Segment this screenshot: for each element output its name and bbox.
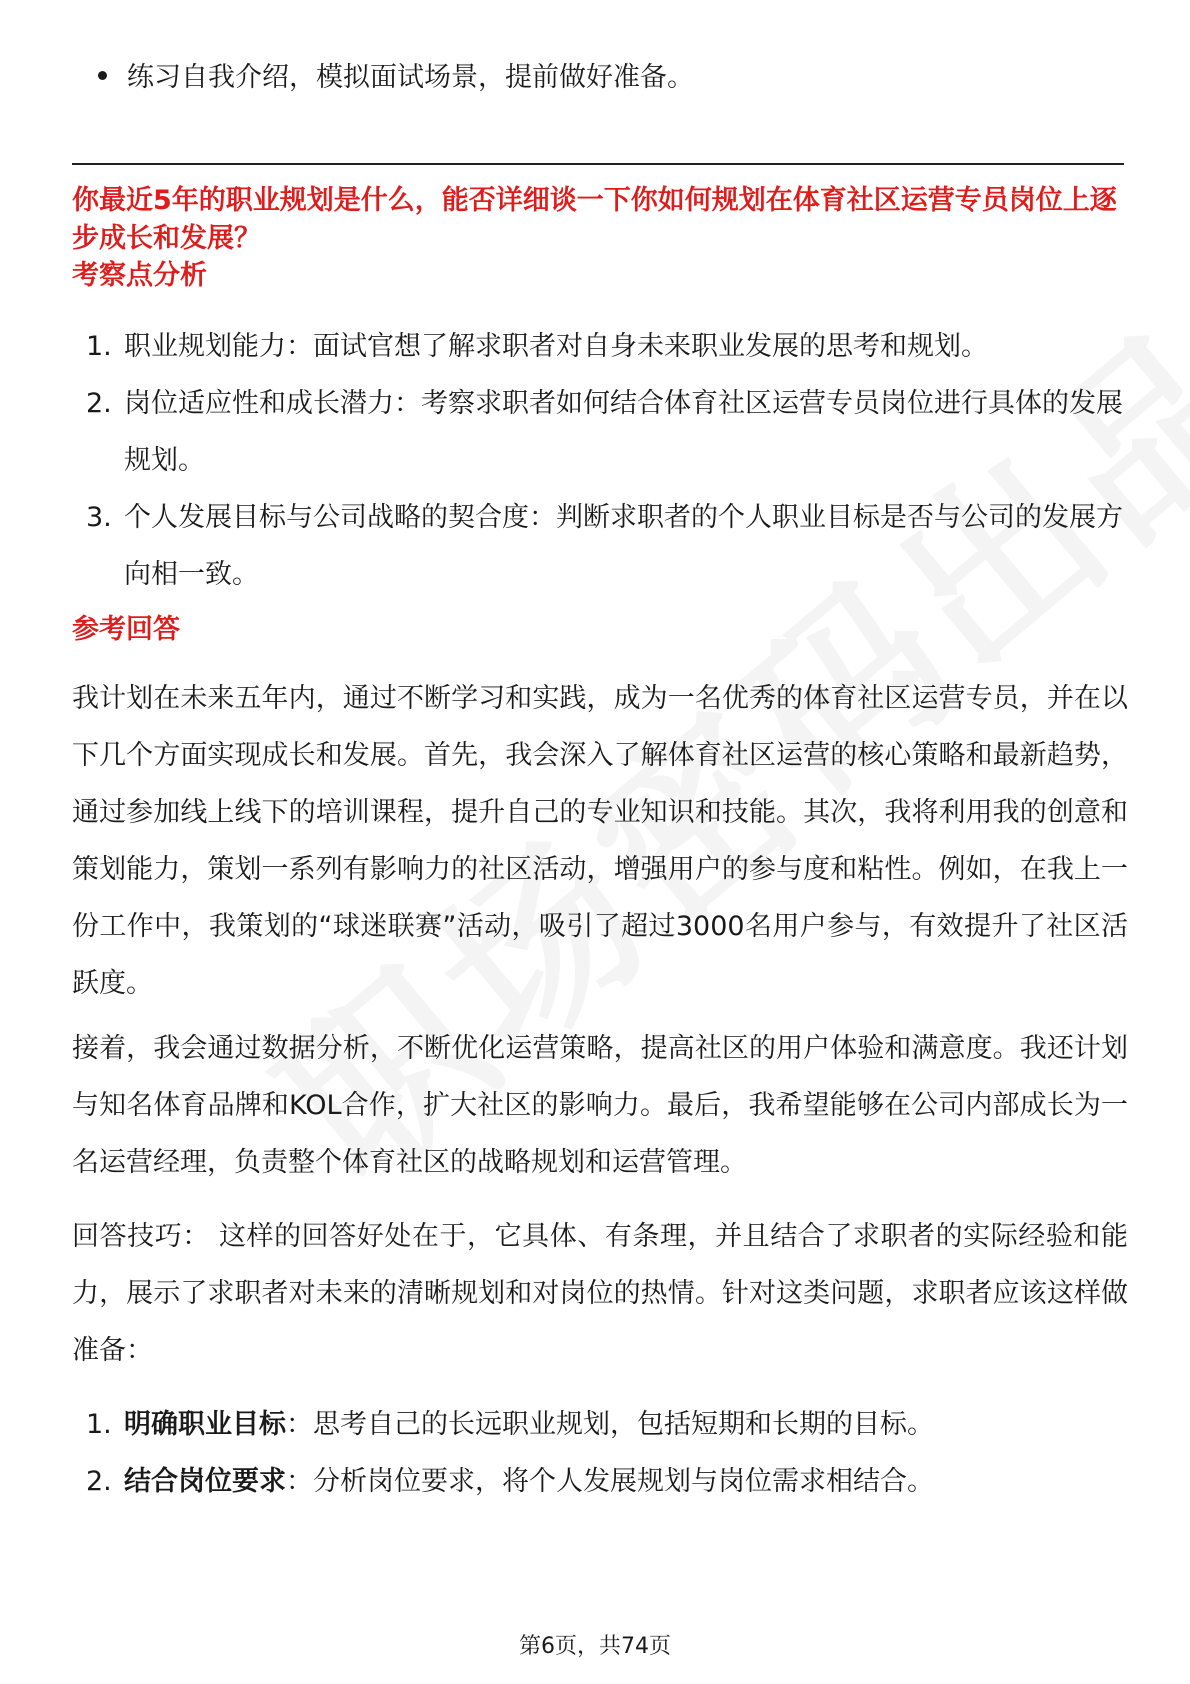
bullet-text: 练习自我介绍，模拟面试场景，提前做好准备。 <box>127 62 694 93</box>
tip-title: 结合岗位要求 <box>124 1466 286 1497</box>
list-item <box>98 58 694 98</box>
list-number: 1. <box>86 1409 112 1440</box>
list-item <box>72 489 1128 603</box>
list-number: 2. <box>86 1466 112 1497</box>
answer-paragraph: 我计划在未来五年内，通过不断学习和实践，成为一名优秀的体育社区运营专员，并在以下几个方面实现成长和发展。首先，我会深入了解体育社区运营的核心策略和最新趋势，通过参加线上线下的培训课程，提升自己的专业知识和技能。其次，我将利用我的创意和策划能力，策划一系列有影响力的社区活动，增强用户的参与度和粘性。例如，在我上一份工作中，我策划的“球迷联赛”活动，吸引了超过3000名用户参与，有效提升了社区活跃度。 <box>72 683 1128 999</box>
list-item <box>72 1396 1128 1453</box>
tip-text: ：思考自己的长远职业规划，包括短期和长期的目标。 <box>286 1409 934 1440</box>
section-divider <box>72 163 1124 165</box>
bullet-dot-icon <box>98 71 107 80</box>
answer-tips-paragraph: 回答技巧： 这样的回答好处在于，它具体、有条理，并且结合了求职者的实际经验和能力，展示了求职者对未来的清晰规划和对岗位的热情。针对这类问题，求职者应该这样做准备： <box>72 1221 1128 1366</box>
tip-title: 明确职业目标 <box>124 1409 286 1440</box>
list-number: 2. <box>86 388 112 419</box>
list-item <box>72 375 1128 489</box>
page-number: 第6页，共74页 <box>519 1634 671 1659</box>
list-number: 1. <box>86 331 112 362</box>
list-text: 个人发展目标与公司战略的契合度：判断求职者的个人职业目标是否与公司的发展方向相一致。 <box>124 502 1123 590</box>
list-number: 3. <box>86 502 112 533</box>
question-heading: 你最近5年的职业规划是什么，能否详细谈一下你如何规划在体育社区运营专员岗位上逐步成长和发展？ <box>72 185 1117 254</box>
list-text: 岗位适应性和成长潜力：考察求职者如何结合体育社区运营专员岗位进行具体的发展规划。 <box>124 388 1123 476</box>
list-item <box>72 1453 1128 1510</box>
answer-paragraph: 接着，我会通过数据分析，不断优化运营策略，提高社区的用户体验和满意度。我还计划与知名体育品牌和KOL合作，扩大社区的影响力。最后，我希望能够在公司内部成长为一名运营经理，负责整个体育社区的战略规划和运营管理。 <box>72 1033 1128 1178</box>
analysis-heading: 考察点分析 <box>72 260 207 291</box>
list-text: 职业规划能力：面试官想了解求职者对自身未来职业发展的思考和规划。 <box>124 331 988 362</box>
tips-list <box>72 1396 1128 1510</box>
list-item <box>72 318 1128 375</box>
answer-heading: 参考回答 <box>72 614 180 645</box>
tip-text: ：分析岗位要求，将个人发展规划与岗位需求相结合。 <box>286 1466 934 1497</box>
analysis-list <box>72 318 1128 603</box>
